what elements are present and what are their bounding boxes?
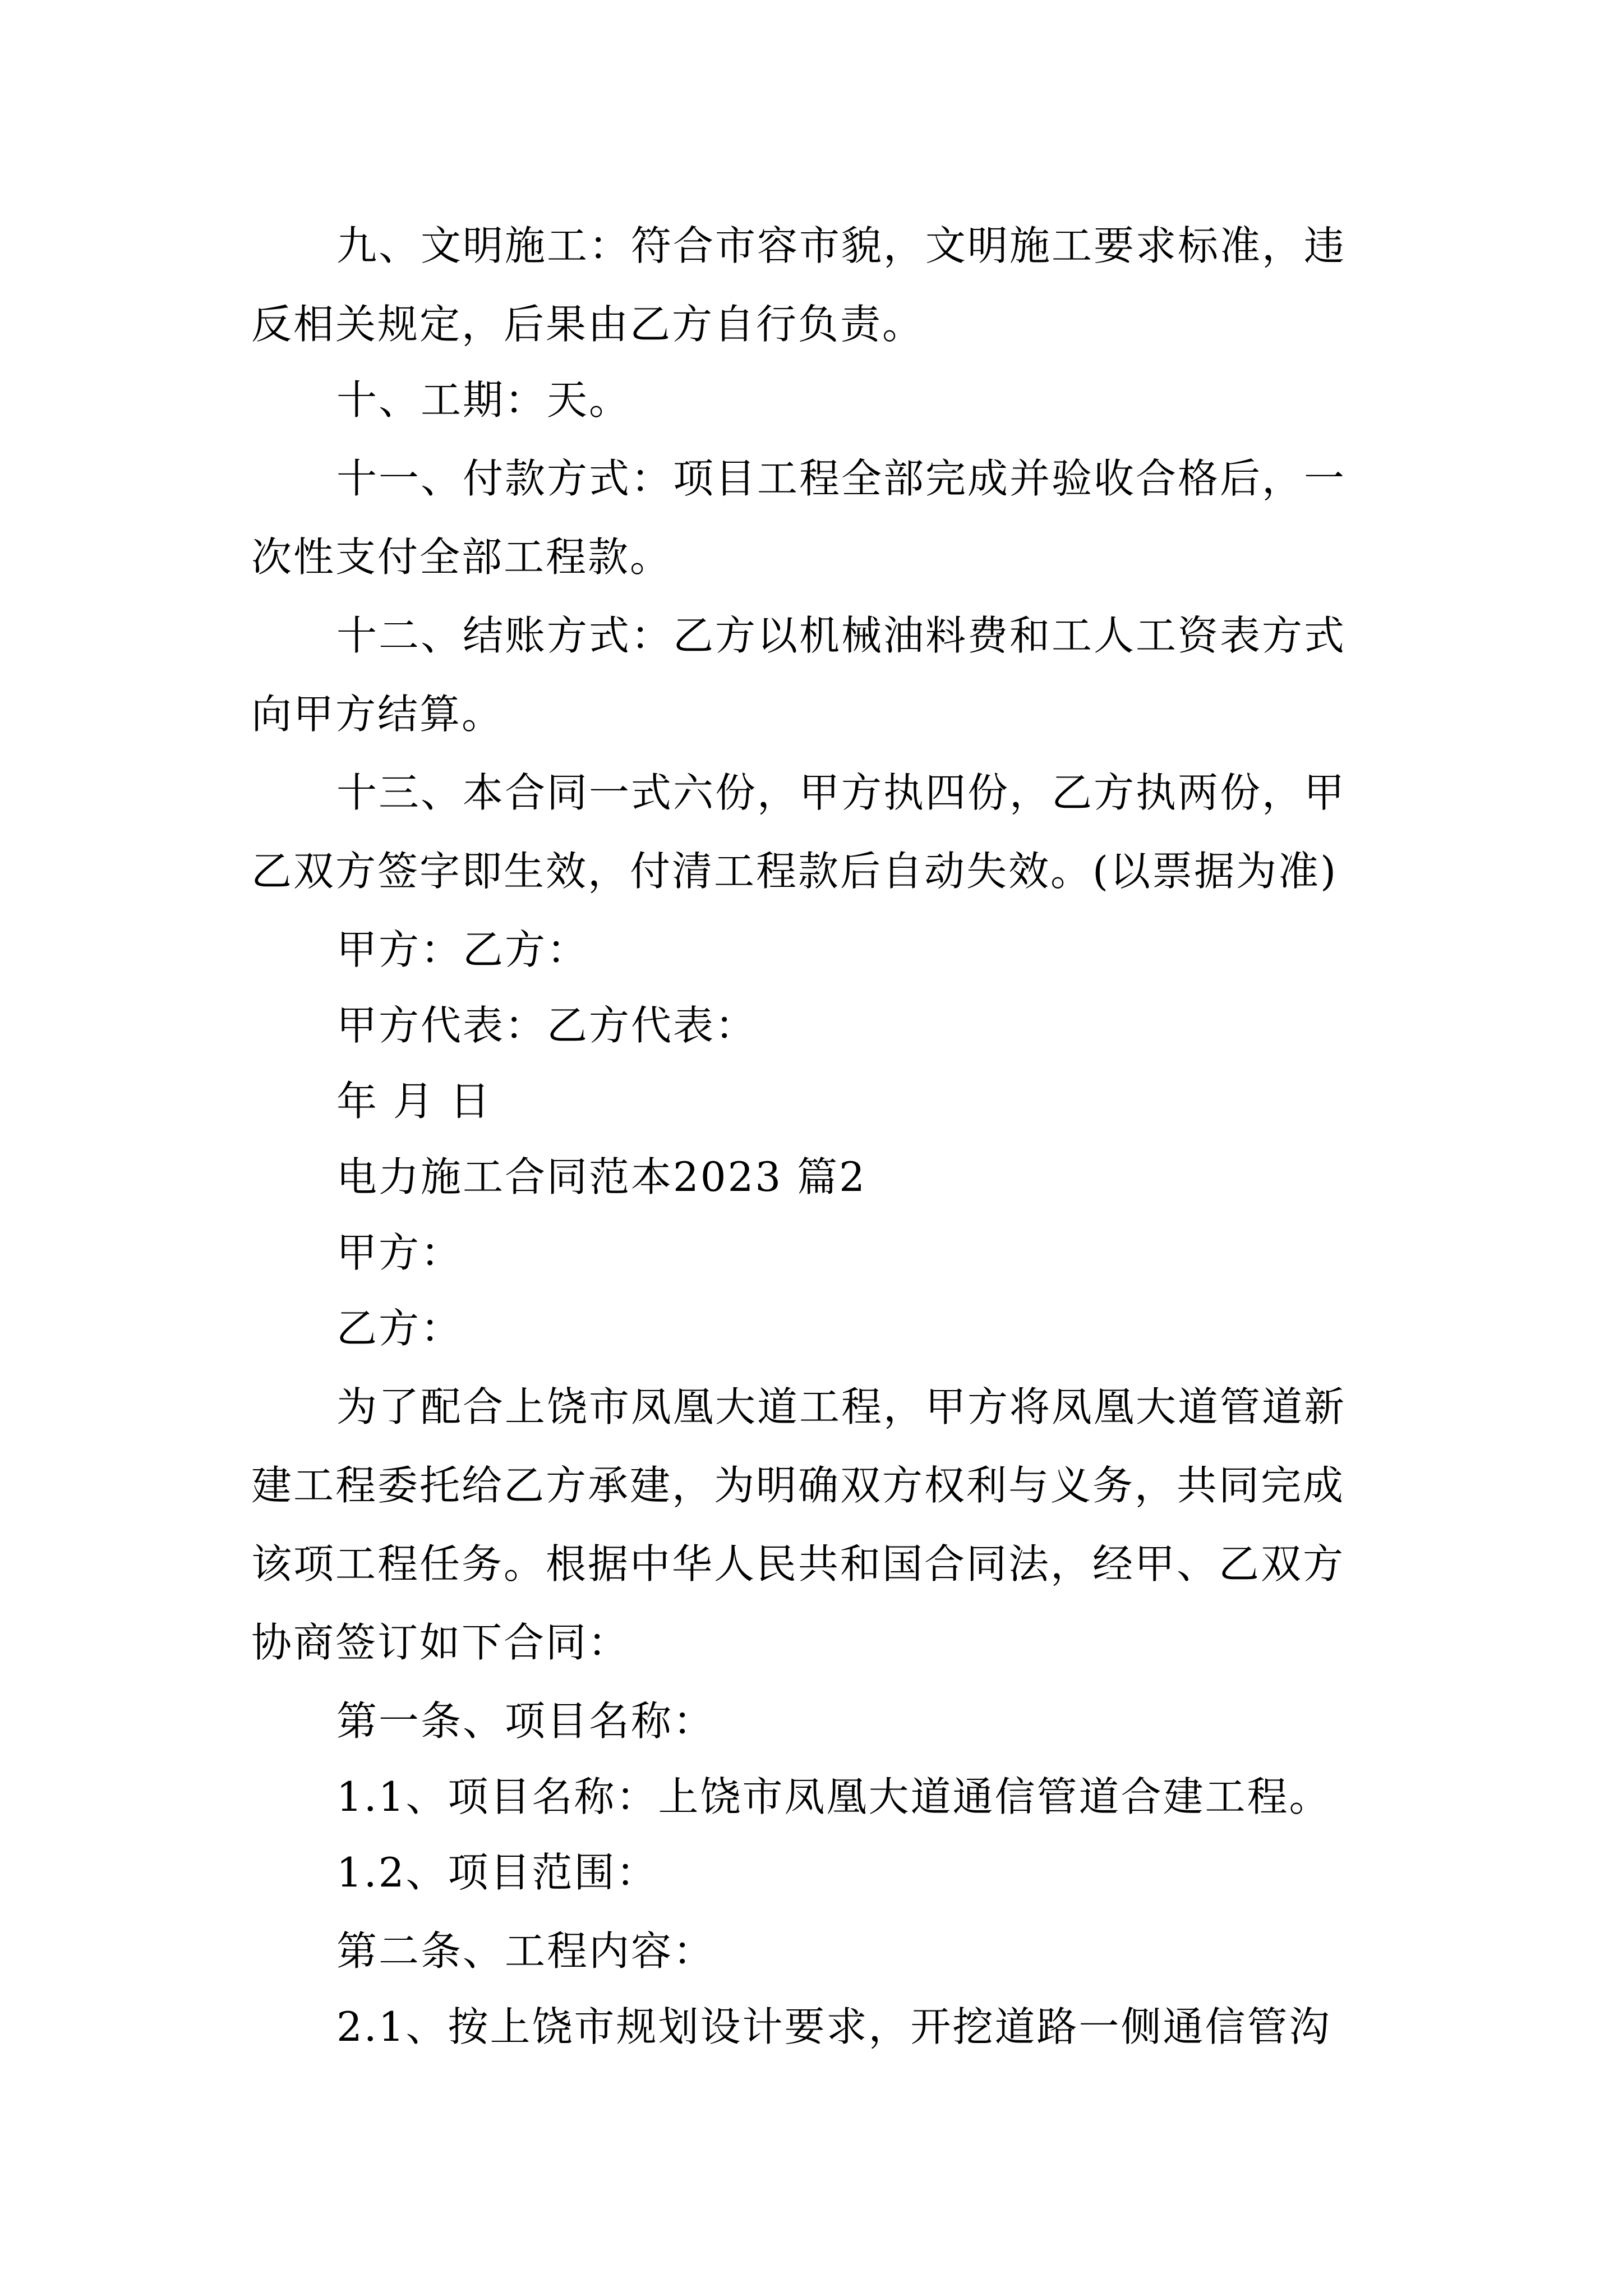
clause-12-line-1: 十二、结账方式：乙方以机械油料费和工人工资表方式: [336, 612, 1347, 659]
article-2-heading: 第二条、工程内容：: [336, 1927, 716, 1975]
clause-9-line-1: 九、文明施工：符合市容市貌，文明施工要求标准，违: [336, 222, 1347, 269]
item-1-1: 1.1、项目名称：上饶市凤凰大道通信管道合建工程。: [336, 1773, 1331, 1820]
party-a-label: 甲方：: [336, 1229, 463, 1276]
clause-13-line-1: 十三、本合同一式六份，甲方执四份，乙方执两份，甲: [336, 769, 1347, 816]
date-line: 年 月 日: [336, 1078, 492, 1125]
item-1-2: 1.2、项目范围：: [336, 1849, 658, 1896]
party-signature-line: 甲方：乙方：: [336, 926, 589, 973]
preamble-line-1: 为了配合上饶市凤凰大道工程，甲方将凤凰大道管道新: [336, 1383, 1347, 1430]
representative-signature-line: 甲方代表：乙方代表：: [336, 1002, 758, 1049]
item-2-1: 2.1、按上饶市规划设计要求，开挖道路一侧通信管沟: [336, 2003, 1331, 2050]
preamble-line-2: 建工程委托给乙方承建，为明确双方权利与义务，共同完成: [251, 1462, 1345, 1509]
article-1-heading: 第一条、项目名称：: [336, 1697, 716, 1745]
clause-9-line-2: 反相关规定，后果由乙方自行负责。: [251, 301, 925, 348]
preamble-line-4: 协商签订如下合同：: [251, 1619, 630, 1666]
clause-11-line-1: 十一、付款方式：项目工程全部完成并验收合格后，一: [336, 455, 1347, 502]
clause-12-line-2: 向甲方结算。: [251, 691, 504, 738]
preamble-line-3: 该项工程任务。根据中华人民共和国合同法，经甲、乙双方: [251, 1540, 1345, 1588]
clause-11-line-2: 次性支付全部工程款。: [251, 533, 672, 581]
section-heading: 电力施工合同范本2023 篇2: [336, 1153, 866, 1200]
clause-13-line-2: 乙双方签字即生效，付清工程款后自动失效。(以票据为准): [251, 848, 1338, 895]
clause-10: 十、工期：天。: [336, 376, 631, 424]
party-b-label: 乙方：: [336, 1305, 463, 1352]
